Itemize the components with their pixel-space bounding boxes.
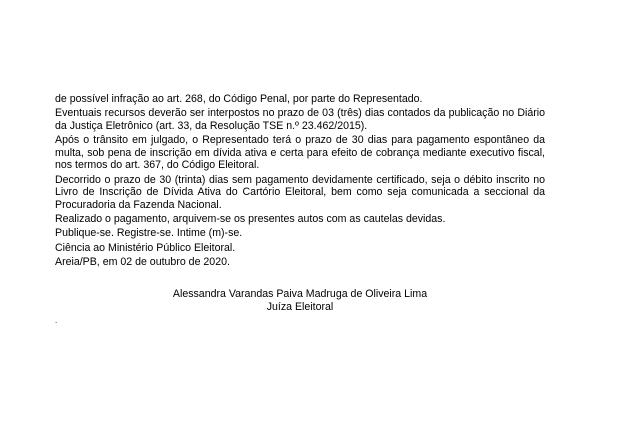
trailing-mark: . [55, 316, 58, 325]
paragraph-appeals: Eventuais recursos deverão ser interpostos no prazo de 03 (três) dias contados da publicação no Diário da Justiça Eletrônico (art. 33, da Resolução TSE n.º 23.462/2015). [55, 107, 545, 132]
paragraph-date-place: Areia/PB, em 02 de outubro de 2020. [55, 255, 230, 268]
paragraph-payment-deadline: Após o trânsito em julgado, o Representado terá o prazo de 30 dias para pagamento espontâneo da multa, sob pena de inscrição em dívida ativa e certa para efeito de cobrança mediante executivo fiscal, nos termos do art. 367, do Código Eleitoral. [55, 134, 545, 172]
paragraph-penal-code: de possível infração ao art. 268, do Código Penal, por parte do Representado. [55, 93, 423, 105]
paragraph-archive: Realizado o pagamento, arquivem-se os presentes autos com as cautelas devidas. [55, 213, 446, 226]
paragraph-debt-registration: Decorrido o prazo de 30 (trinta) dias sem pagamento devidamente certificado, seja o débito inscrito no Livro de Inscrição de Dívida Ativa do Cartório Eleitoral, bem como seja comunicada a seccional da Procuradoria da Fazenda Nacional. [55, 173, 545, 211]
signer-title: Juíza Eleitoral [266, 300, 334, 313]
signature-block [55, 288, 545, 313]
document-body [55, 93, 545, 270]
paragraph-prosecutor: Ciência ao Ministério Público Eleitoral. [55, 241, 236, 254]
paragraph-publish: Publique-se. Registre-se. Intime (m)-se. [55, 227, 243, 240]
signer-name: Alessandra Varandas Paiva Madruga de Oliveira Lima [172, 288, 428, 300]
